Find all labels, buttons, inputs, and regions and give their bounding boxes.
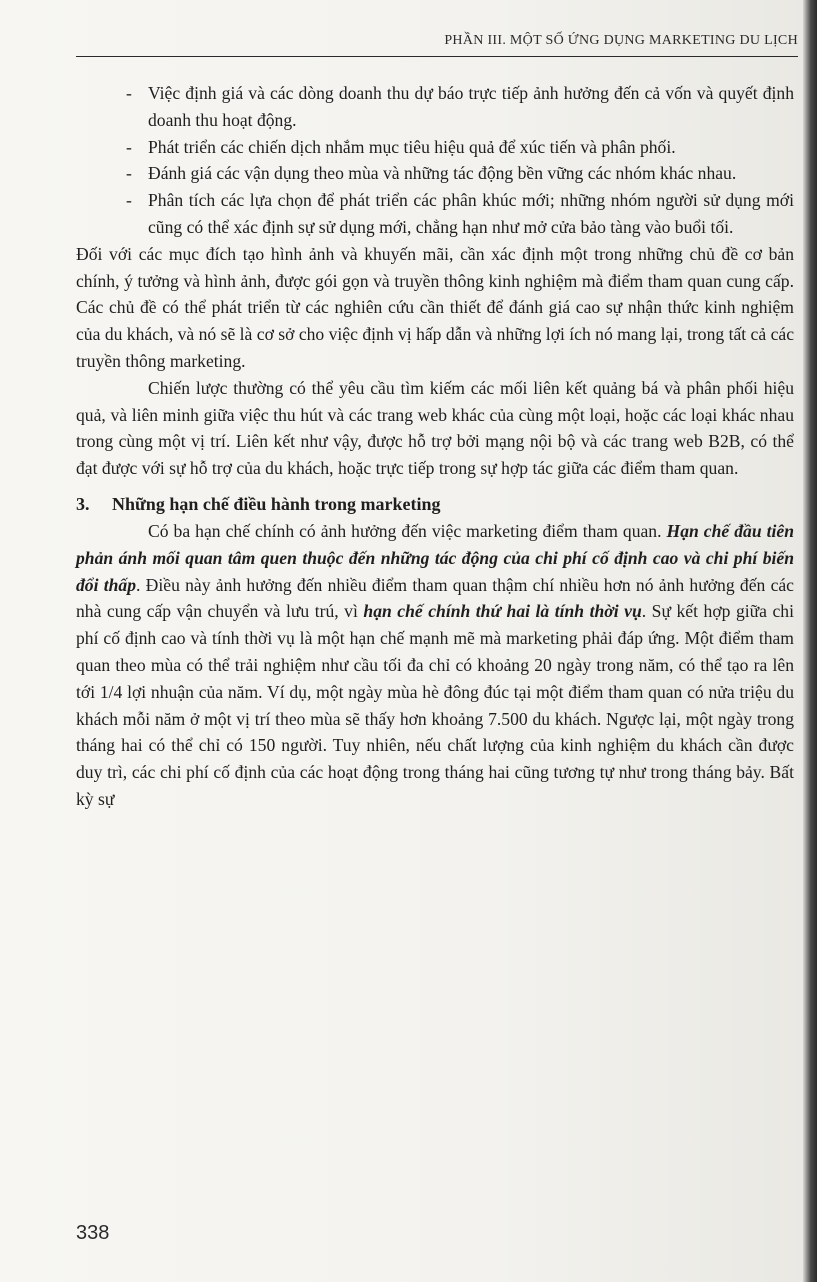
paragraph-strategy: Chiến lược thường có thể yêu cầu tìm kiếm các mối liên kết quảng bá và phân phối hiệu quả, và liên minh giữa việc thu hút và các trang web khác của cùng một loại, hoặc các loại khác nhau trong cùng một vị trí. Liên kết như vậy, được hỗ trợ bởi mạng nội bộ và các trang web B2B, có thể đạt được với sự hỗ trợ của du khách, hoặc trực tiếp trong sự hợp tác giữa các điểm tham quan. xyxy=(76,377,794,479)
paragraph-text: . Điều này ảnh hưởng đến nhiều điểm tham quan thậm chí nhiều hơn nó ảnh hưởng đến các nhà cung cấp vận chuyển và lưu trú, vì xyxy=(76,574,794,622)
paragraph-text: . Sự kết hợp giữa chi phí cố định cao và tính thời vụ là một hạn chế mạnh mẽ mà marketing phải đáp ứng. Một điểm tham quan theo mùa có thể trải nghiệm như cầu tối đa chỉ có khoảng 20 ngày trong năm, có thể tạo ra lên tới 1/4 lợi nhuận của năm. Ví dụ, một ngày mùa hè đông đúc tại một điểm tham quan có nửa triệu du khách mỗi năm ở một vị trí theo mùa sẽ thấy hơn khoảng 7.500 du khách. Ngược lại, một ngày trong tháng hai có thể chỉ có 150 người. Tuy nhiên, nếu chất lượng của kinh nghiệm du khách cần được duy trì, các chi phí cố định của các hoạt động trong tháng hai cũng tương tự như trong tháng bảy. Bất kỳ sự xyxy=(76,601,794,809)
bullet-item xyxy=(76,134,794,161)
bullet-list xyxy=(76,80,794,241)
bullet-dash: - xyxy=(126,83,132,103)
paragraph-images-promotion: Đối với các mục đích tạo hình ảnh và khuyến mãi, cần xác định một trong những chủ đề cơ bản chính, ý tưởng và hình ảnh, được gói gọn và truyền thông kinh nghiệm mà điểm tham quan cung cấp. Các chủ đề có thể phát triển từ các nghiên cứu cần thiết để đánh giá cao sự nhận thức kinh nghiệm của du khách, và nó sẽ là cơ sở cho việc định vị hấp dẫn và những lợi ích nó mang lại, trong tất cả các truyền thông marketing. xyxy=(76,243,795,371)
page-body xyxy=(76,80,794,813)
bullet-text: Phát triển các chiến dịch nhắm mục tiêu hiệu quả để xúc tiến và phân phối. xyxy=(148,136,676,157)
paragraph-constraints xyxy=(76,518,794,813)
bullet-item xyxy=(76,187,794,241)
bullet-text: Phân tích các lựa chọn để phát triển các phân khúc mới; những nhóm người sử dụng mới cũng có thể xác định sự sử dụng mới, chẳng hạn như mở cửa bảo tàng vào buổi tối. xyxy=(148,190,794,237)
paragraph-text: Có ba hạn chế chính có ảnh hưởng đến việc marketing điểm tham quan. xyxy=(148,520,667,541)
bullet-text: Đánh giá các vận dụng theo mùa và những tác động bền vững các nhóm khác nhau. xyxy=(148,163,737,184)
bullet-dash: - xyxy=(126,136,132,157)
book-spine-shadow xyxy=(803,0,817,1282)
page-number: 338 xyxy=(76,1222,110,1244)
running-header: PHẦN III. MỘT SỐ ỨNG DỤNG MARKETING DU LỊCH xyxy=(444,33,798,48)
bullet-dash: - xyxy=(126,190,132,211)
bullet-item xyxy=(76,160,794,187)
section-title: Những hạn chế điều hành trong marketing xyxy=(112,493,441,514)
bullet-dash: - xyxy=(126,163,132,184)
bullet-text: Việc định giá và các dòng doanh thu dự báo trực tiếp ảnh hưởng đến cả vốn và quyết định doanh thu hoạt động. xyxy=(148,83,794,130)
emphasis-first-constraint: Hạn chế đầu tiên phản ánh mối quan tâm quen thuộc đến những tác động của chi phí cố định cao và chi phí biến đổi thấp xyxy=(76,520,794,595)
section-heading xyxy=(76,490,794,518)
section-number: 3. xyxy=(76,493,90,514)
header-rule xyxy=(76,56,798,57)
bullet-item xyxy=(76,80,794,134)
emphasis-second-constraint: hạn chế chính thứ hai là tính thời vụ xyxy=(363,601,642,622)
